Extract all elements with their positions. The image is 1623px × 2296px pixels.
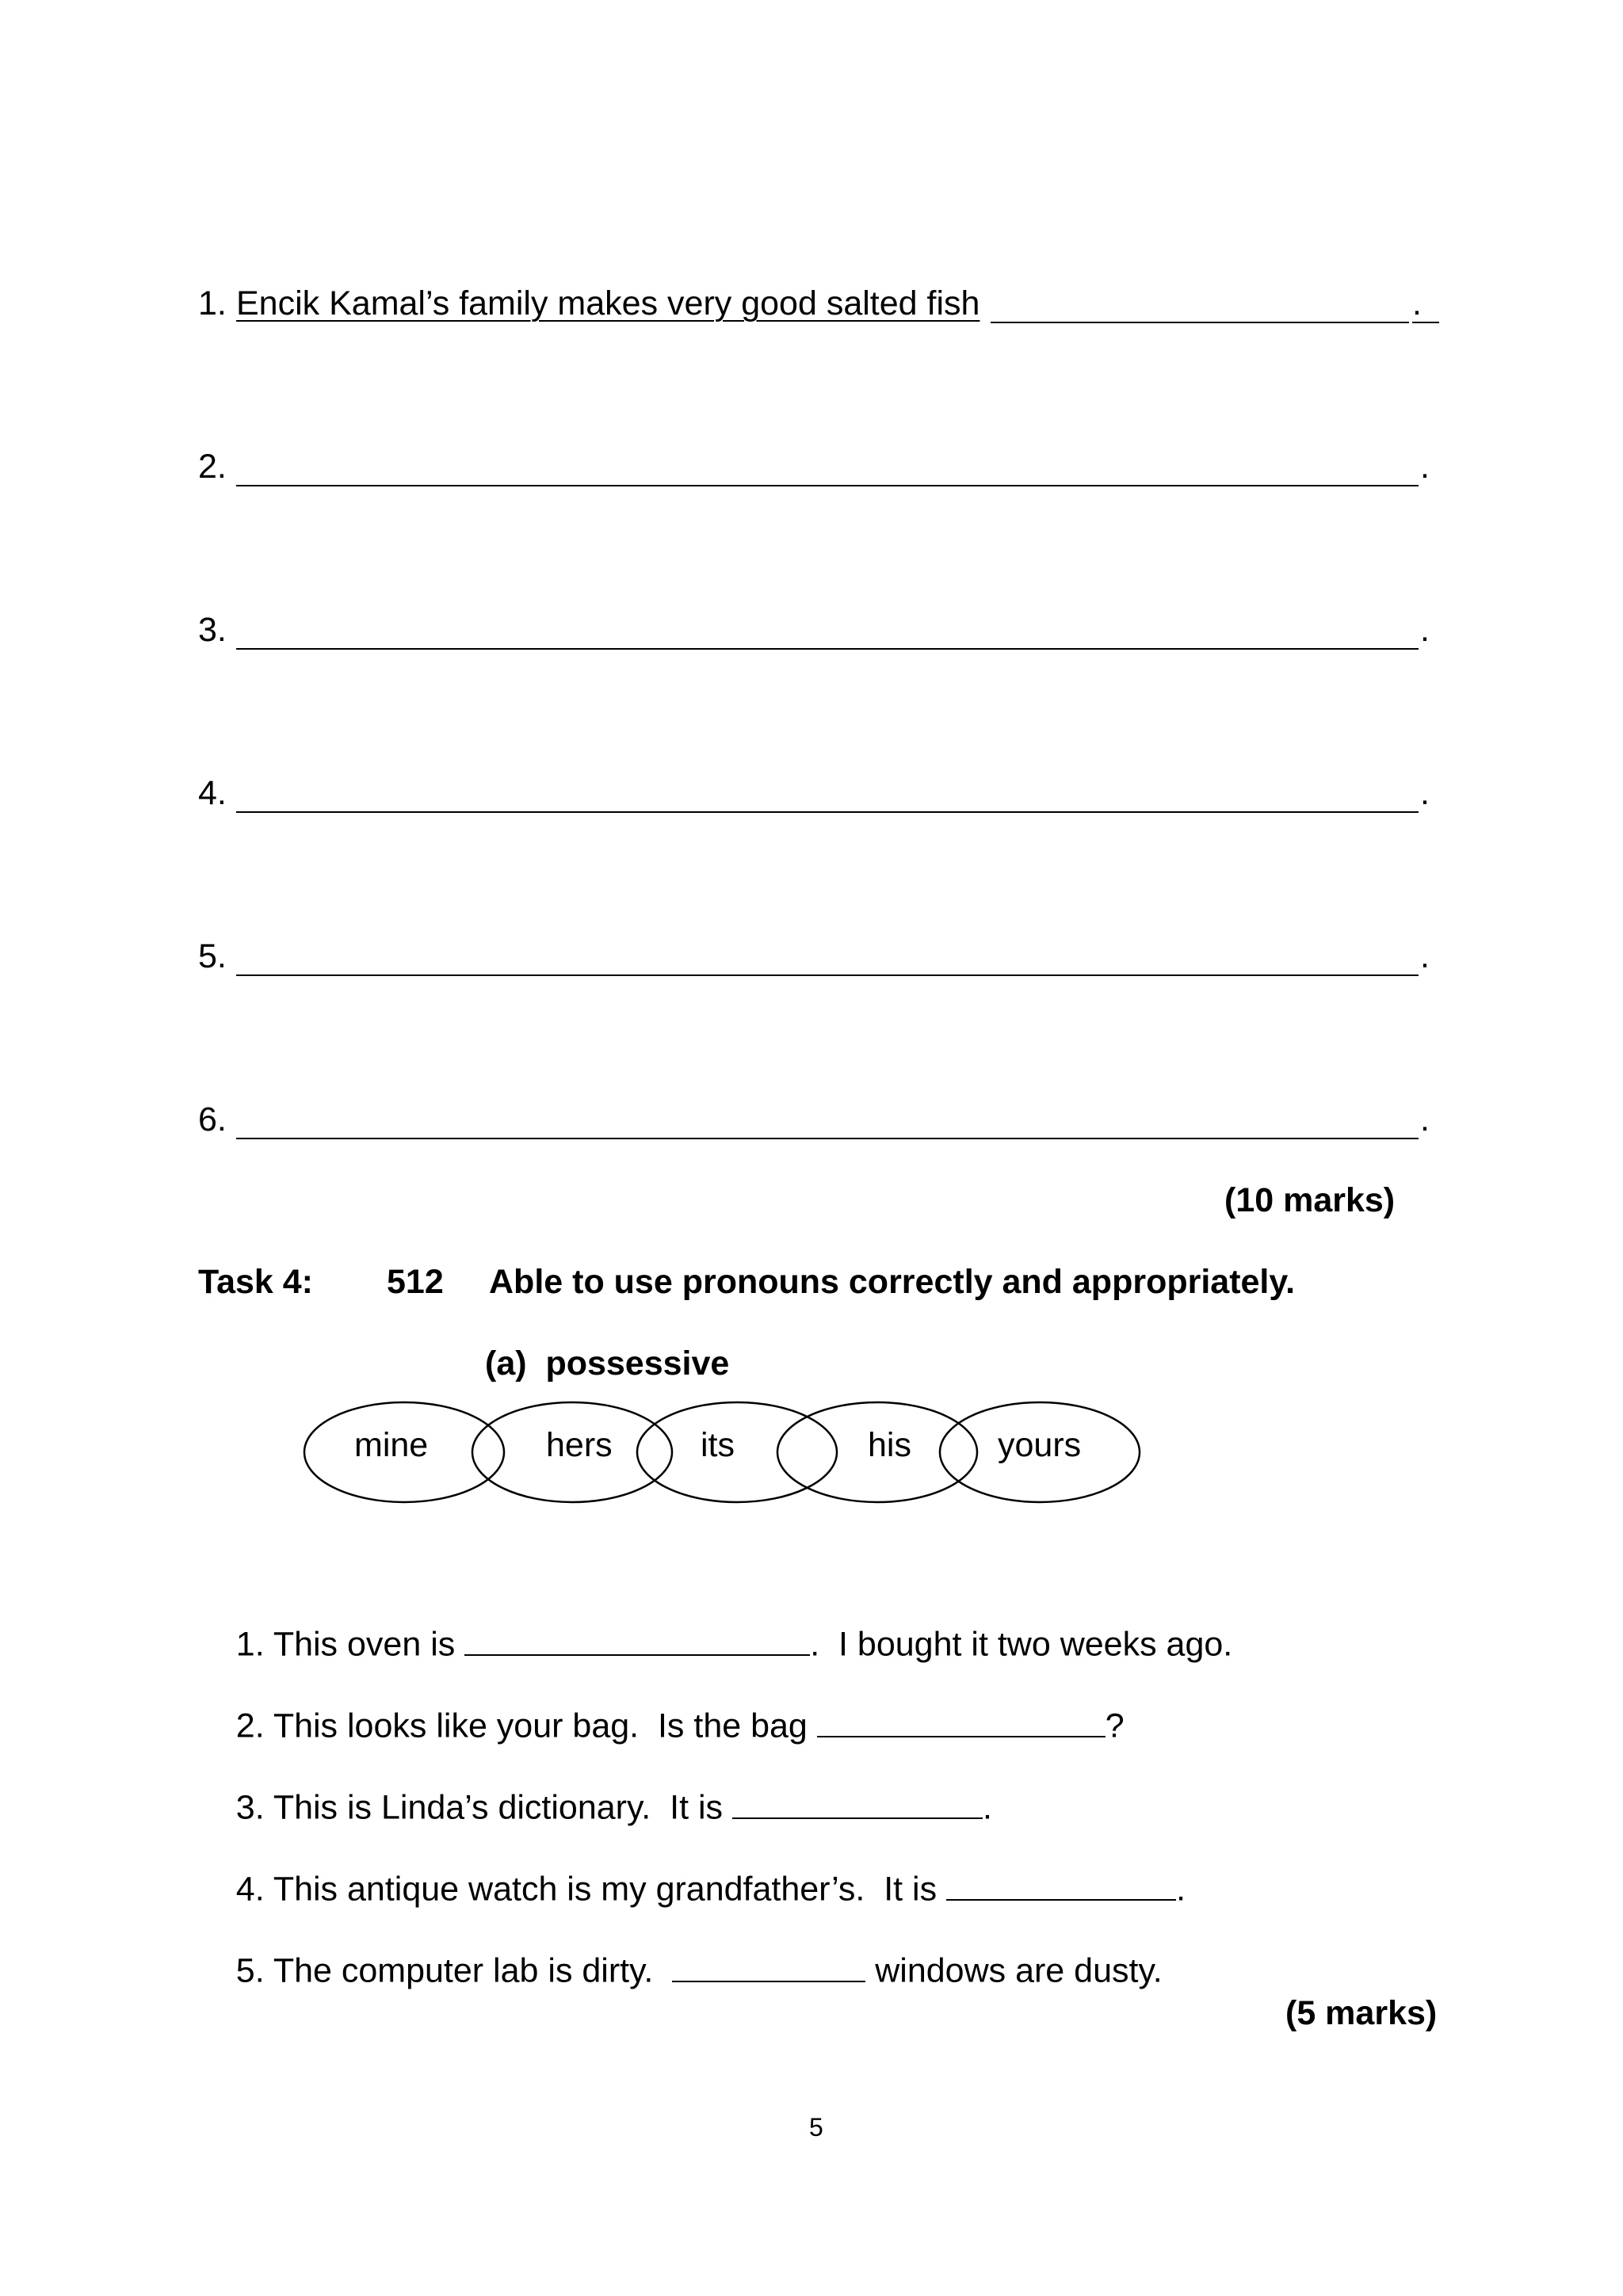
word-bank-mine: mine (354, 1426, 429, 1464)
item-5-period: . (1420, 937, 1430, 975)
item-3-number: 3. (198, 611, 227, 649)
question-2-blank[interactable] (817, 1705, 1106, 1737)
item-1-trailing-underline (1412, 322, 1439, 323)
item-1-text: Encik Kamal’s family makes very good salted fish (236, 284, 980, 322)
item-2-number: 2. (198, 448, 227, 486)
question-5-before: 5. The computer lab is dirty. (235, 1951, 673, 1990)
item-1-period: . (1412, 284, 1422, 322)
question-5-after: windows are dusty. (865, 1951, 1163, 1990)
question-2-after: ? (1105, 1707, 1125, 1745)
item-4-period: . (1420, 774, 1430, 812)
item-2-answer-line[interactable] (236, 485, 1419, 486)
word-bank-his: his (868, 1426, 911, 1464)
item-3-period: . (1420, 611, 1430, 649)
rewrite-marks: (10 marks) (1224, 1181, 1396, 1219)
task4-objective: Able to use pronouns correctly and appropriately. (489, 1263, 1296, 1301)
task4-label: Task 4: (198, 1263, 313, 1301)
question-4-after: . (1176, 1870, 1186, 1909)
word-bank-yours: yours (998, 1426, 1082, 1464)
item-4-answer-line[interactable] (236, 811, 1419, 813)
task4-code: 512 (387, 1263, 444, 1301)
item-4-number: 4. (198, 774, 227, 812)
item-1-answer-line[interactable] (991, 322, 1409, 323)
question-4-blank[interactable] (946, 1868, 1176, 1901)
word-bank-its: its (701, 1426, 735, 1464)
question-1-blank[interactable] (464, 1623, 810, 1656)
question-3-before: 3. This is Linda’s dictionary. It is (235, 1788, 732, 1827)
question-5 (198, 1916, 1163, 2023)
item-6-number: 6. (198, 1100, 227, 1138)
question-5-blank[interactable] (672, 1950, 865, 1982)
item-1-number: 1. (198, 284, 227, 322)
item-6-period: . (1420, 1100, 1430, 1138)
item-6-answer-line[interactable] (236, 1138, 1419, 1139)
item-3-answer-line[interactable] (236, 648, 1419, 650)
item-2-period: . (1420, 448, 1430, 486)
question-1-before: 1. This oven is (235, 1625, 465, 1664)
page-number: 5 (809, 2113, 823, 2142)
word-bank-hers: hers (546, 1426, 613, 1464)
question-4-before: 4. This antique watch is my grandfather’s. It is (235, 1870, 947, 1909)
question-3-blank[interactable] (732, 1787, 983, 1819)
question-2-before: 2. This looks like your bag. Is the bag (235, 1707, 817, 1745)
item-5-answer-line[interactable] (236, 974, 1419, 976)
item-5-number: 5. (198, 937, 227, 975)
task4-marks: (5 marks) (1285, 1994, 1438, 2032)
task4-subheading: (a) possessive (485, 1344, 730, 1383)
question-1-after: . I bought it two weeks ago. (810, 1625, 1233, 1664)
question-3-after: . (982, 1788, 992, 1827)
